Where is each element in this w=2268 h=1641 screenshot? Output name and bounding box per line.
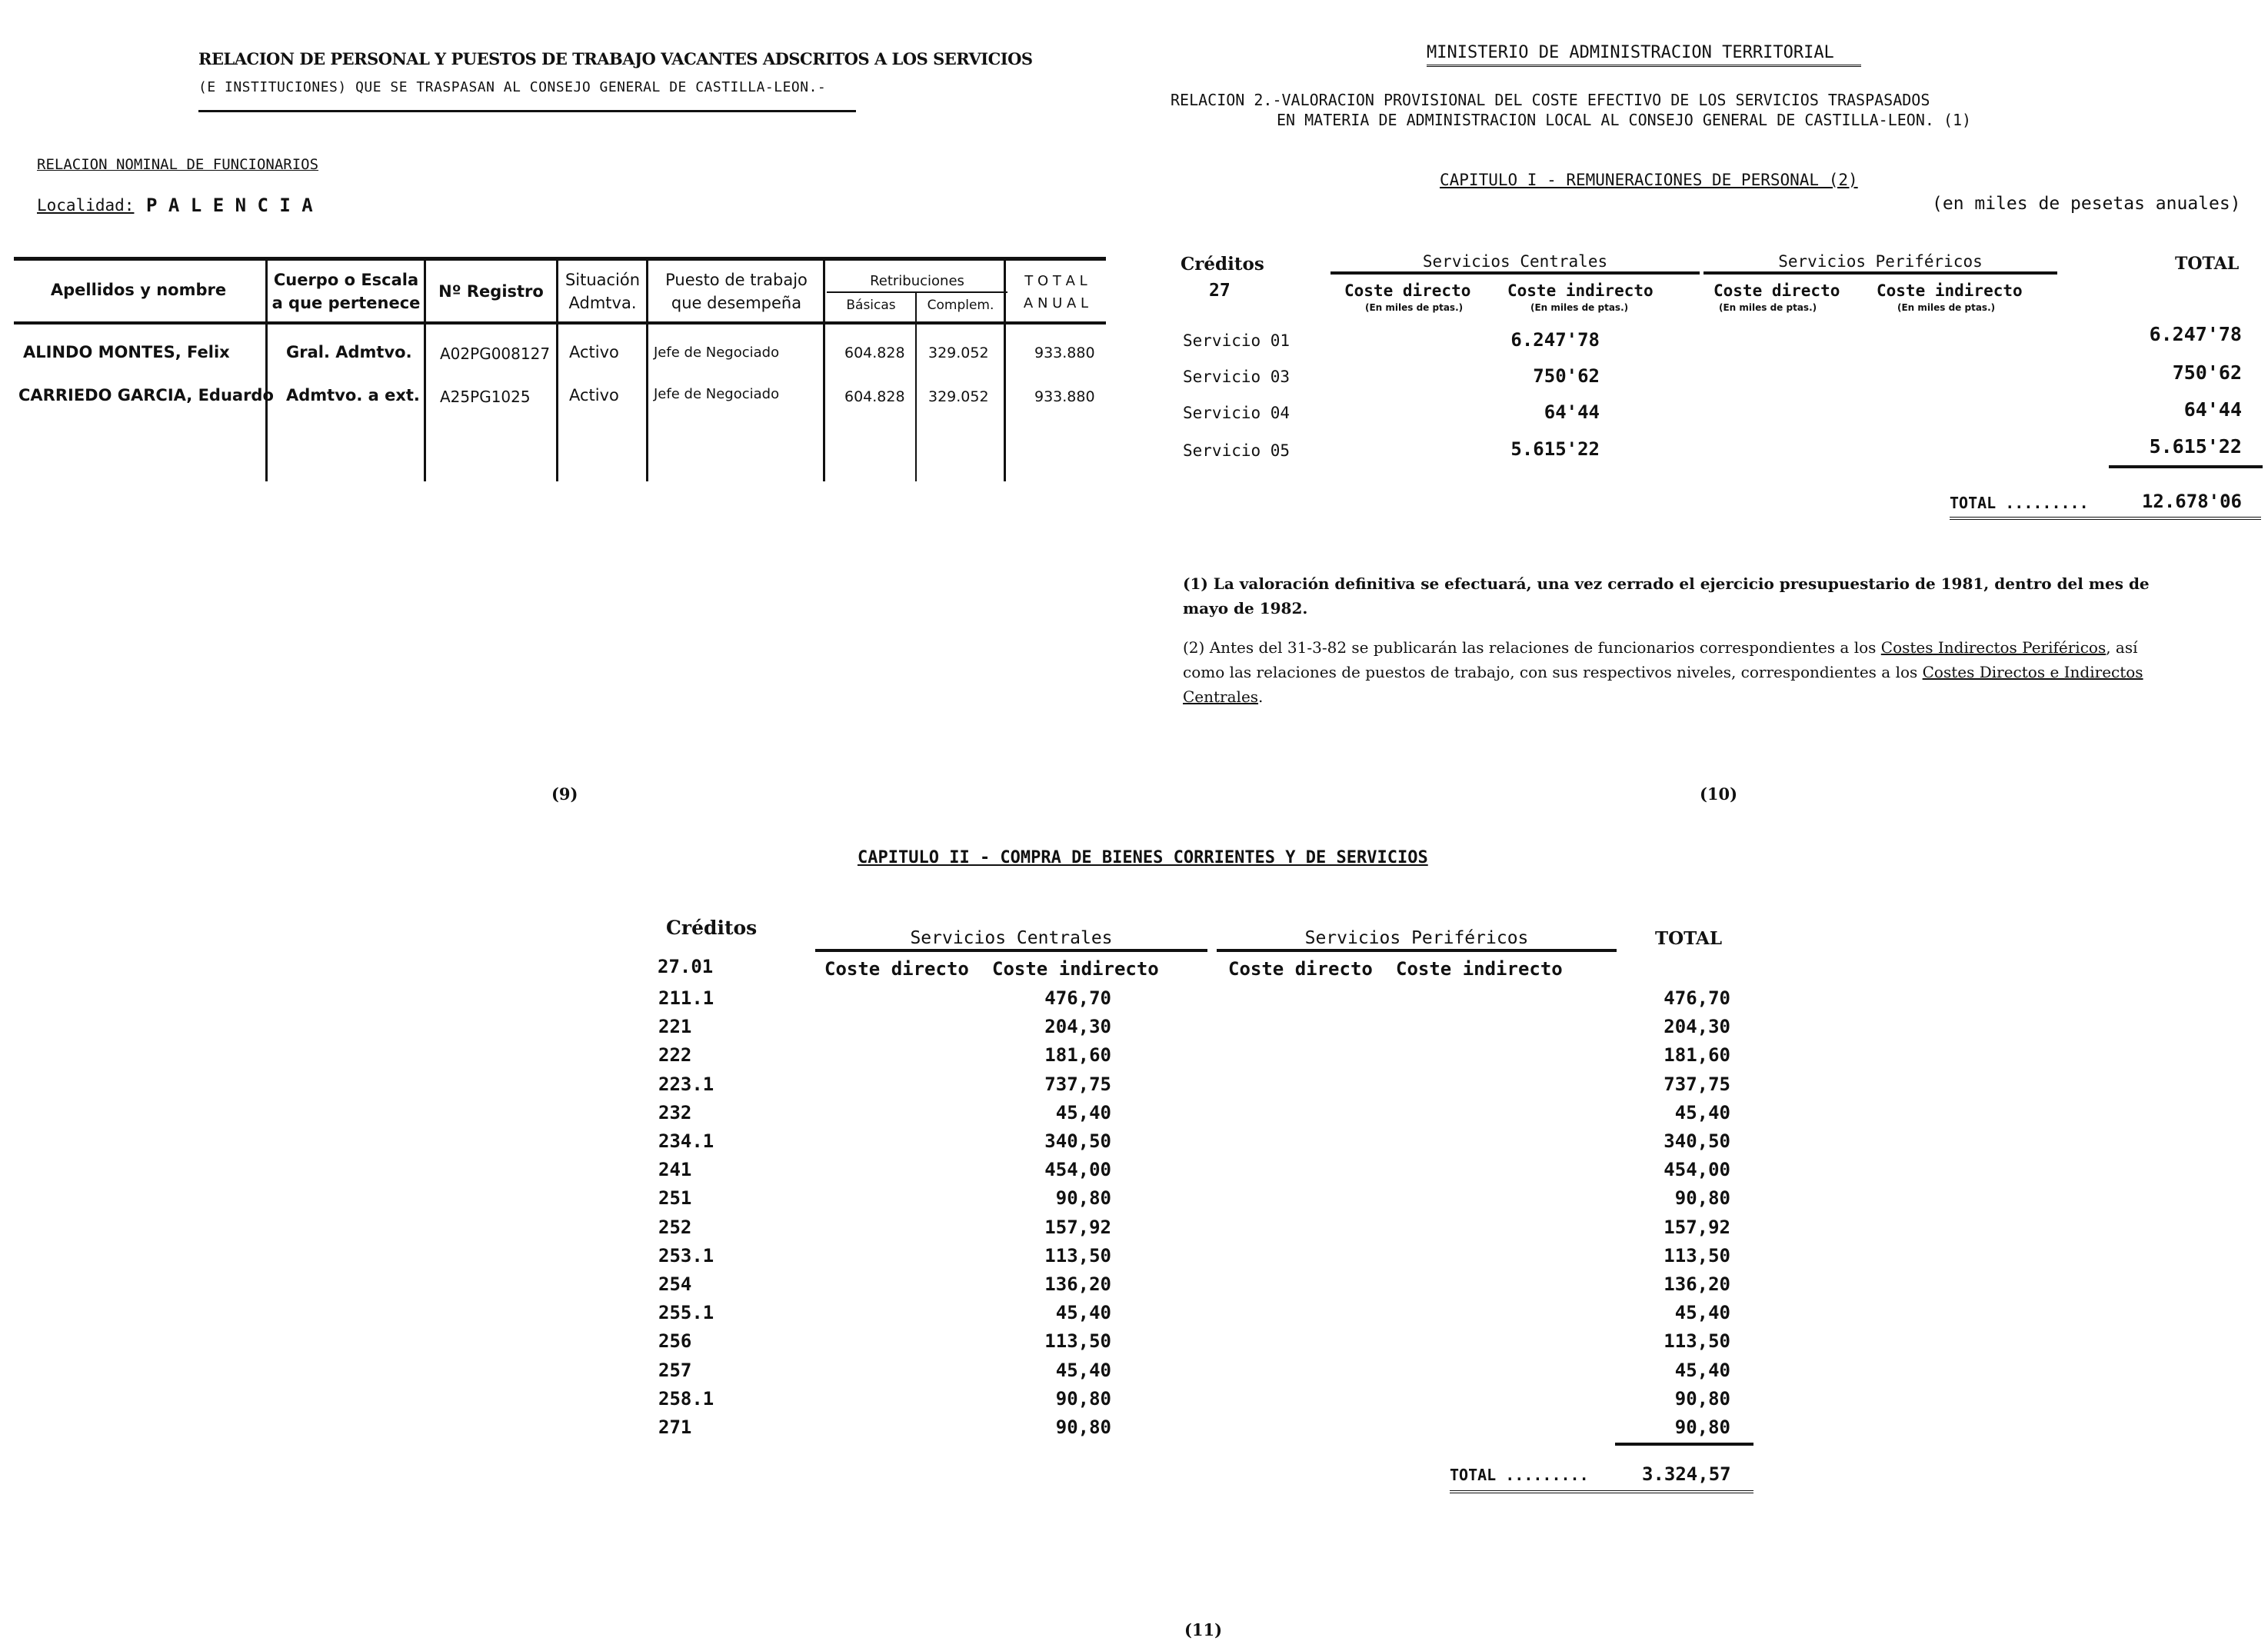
page11-row-total: 113,50 [1664, 1330, 1730, 1352]
page9-cell-name: CARRIEDO GARCIA, Eduardo [18, 386, 274, 404]
page9-header-total-2: A N U A L [1023, 295, 1089, 311]
page11-row-code: 234.1 [658, 1130, 714, 1152]
page11-row-code: 241 [658, 1159, 692, 1180]
page10-page-number: (10) [1700, 784, 1738, 804]
page9-cell-registro: A25PG1025 [440, 388, 531, 406]
page9-section: RELACION NOMINAL DE FUNCIONARIOS [37, 156, 319, 173]
page11-row-code: 252 [658, 1217, 692, 1238]
page11-row-indirecto: 90,80 [1055, 1388, 1111, 1410]
page10-row-indirecto: 6.247'78 [1510, 329, 1600, 351]
page11-total-label: TOTAL ......... [1450, 1466, 1589, 1484]
page10-header-en-miles: (En miles de ptas.) [1530, 302, 1629, 313]
page11-row-indirecto: 454,00 [1044, 1159, 1111, 1180]
page11-row-code: 232 [658, 1102, 692, 1123]
page9-cell-total: 933.880 [1034, 345, 1095, 361]
page9-cell-situacion: Activo [569, 343, 619, 361]
page9-header-puesto-2: que desempeña [671, 294, 802, 312]
page9-cell-basicas: 604.828 [844, 345, 905, 361]
page11-row-code: 251 [658, 1187, 692, 1209]
page11-row-indirecto: 90,80 [1055, 1187, 1111, 1209]
page11-row-total: 45,40 [1674, 1102, 1730, 1123]
page11-row-code: 253.1 [658, 1245, 714, 1267]
page11-row-indirecto: 340,50 [1044, 1130, 1111, 1152]
page11-row-code: 258.1 [658, 1388, 714, 1410]
page11-centrales-rule [815, 949, 1207, 952]
page9-cell-registro: A02PG008127 [440, 345, 551, 363]
page11-row-total: 90,80 [1674, 1187, 1730, 1209]
page10-total-rule [2109, 465, 2263, 468]
page9-cell-puesto: Jefe de Negociado [654, 345, 780, 361]
page11-row-code: 211.1 [658, 987, 714, 1009]
page9-col-divider [265, 258, 268, 481]
page11-row-total: 113,50 [1664, 1245, 1730, 1267]
page11-header-perifericos: Servicios Periféricos [1304, 928, 1529, 948]
page11-row-indirecto: 136,20 [1044, 1273, 1111, 1295]
page11-total-rule [1615, 1443, 1753, 1446]
page10-header-coste-directo-p: Coste directo [1713, 281, 1840, 300]
page10-row-total: 5.615'22 [2149, 435, 2242, 458]
page9-page-number: (9) [551, 784, 578, 804]
page11-header-creditos: Créditos [666, 917, 758, 939]
page10-note2-text: . [1258, 687, 1264, 706]
page10-header-perifericos: Servicios Periféricos [1778, 252, 1983, 271]
page10-ministry: MINISTERIO DE ADMINISTRACION TERRITORIAL [1427, 43, 1834, 62]
page11-header-centrales: Servicios Centrales [910, 928, 1113, 948]
page11-page-number: (11) [1184, 1620, 1223, 1639]
page11-perifericos-rule [1217, 949, 1617, 952]
page10-total-label: TOTAL ......... [1950, 494, 2089, 512]
page10-note2-link-centrales: Costes Directos e Indirectos Centrales [1183, 663, 2143, 706]
page11-row-total: 90,80 [1674, 1416, 1730, 1438]
page10-header-centrales: Servicios Centrales [1422, 252, 1608, 271]
page11-header-coste-directo-c: Coste directo [824, 958, 969, 980]
page10-row-total: 6.247'78 [2149, 323, 2242, 345]
page10-row-indirecto: 64'44 [1544, 401, 1600, 423]
page10-note2-text: , así como las relaciones de puestos de trabajo, con sus respectivos niveles, correspondientes a los [1183, 638, 2138, 681]
page10-relacion-line1: RELACION 2.-VALORACION PROVISIONAL DEL COSTE EFECTIVO DE LOS SERVICIOS TRASPASADOS [1171, 91, 1930, 109]
page9-header-complem: Complem. [927, 298, 994, 313]
page11-row-code: 271 [658, 1416, 692, 1438]
page9-header-situacion-2: Admtva. [568, 294, 637, 312]
page10-header-coste-indirecto-c: Coste indirecto [1507, 281, 1654, 300]
page10-header-en-miles: (En miles de ptas.) [1897, 302, 1996, 313]
page10-header-coste-indirecto-p: Coste indirecto [1877, 281, 2023, 300]
page10-row-indirecto: 750'62 [1533, 365, 1600, 387]
page10-note1: (1) La valoración definitiva se efectuará, una vez cerrado el ejercicio presupuestario de 1981, dentro del mes de mayo de 1982. [1183, 574, 2150, 617]
page11-row-indirecto: 113,50 [1044, 1245, 1111, 1267]
page11-row-code: 223.1 [658, 1073, 714, 1095]
page11-header-coste-indirecto-c: Coste indirecto [992, 958, 1159, 980]
page10-header-coste-directo-c: Coste directo [1344, 281, 1471, 300]
page10-row-label: Servicio 04 [1183, 404, 1291, 422]
page11-row-indirecto: 181,60 [1044, 1044, 1111, 1066]
page11-capitulo: CAPITULO II - COMPRA DE BIENES CORRIENTES Y DE SERVICIOS [858, 848, 1428, 867]
page11-header-coste-indirecto-p: Coste indirecto [1396, 958, 1563, 980]
page9-header-situacion-1: Situación [565, 271, 641, 289]
page9-cell-cuerpo: Admtvo. a ext. [286, 386, 420, 404]
page11-row-total: 454,00 [1664, 1159, 1730, 1180]
page11-row-total: 157,92 [1664, 1217, 1730, 1238]
page9-cell-total: 933.880 [1034, 388, 1095, 405]
page10-header-en-miles: (En miles de ptas.) [1719, 302, 1817, 313]
page10-row-label: Servicio 05 [1183, 441, 1291, 460]
page10-note2 [1183, 635, 2183, 709]
page9-header-cuerpo-1: Cuerpo o Escala [273, 271, 419, 289]
page11-row-indirecto: 737,75 [1044, 1073, 1111, 1095]
page9-header-cuerpo-2: a que pertenece [271, 294, 421, 312]
page9-cell-situacion: Activo [569, 386, 619, 404]
page11-row-indirecto: 90,80 [1055, 1416, 1111, 1438]
page11-row-code: 255.1 [658, 1302, 714, 1323]
page9-header-retribuciones: Retribuciones [870, 273, 964, 289]
page11-row-total: 181,60 [1664, 1044, 1730, 1066]
page9-locality-label: Localidad: [37, 196, 135, 215]
page10-header-en-miles: (En miles de ptas.) [1365, 302, 1464, 313]
page9-col-divider [823, 258, 825, 481]
page9-header-total-1: T O T A L [1024, 273, 1087, 289]
page10-note2-link-perifericos: Costes Indirectos Periféricos [1880, 638, 2106, 657]
page11-header-total: TOTAL [1655, 928, 1723, 949]
page9-locality-value: P A L E N C I A [146, 195, 313, 216]
page10-ministry-rule [1427, 65, 1861, 67]
page11-header-creditos-num: 27.01 [658, 956, 714, 977]
page10-note2-text: (2) Antes del 31-3-82 se publicarán las relaciones de funcionarios correspondientes a los [1183, 638, 1881, 657]
page9-header-name: Apellidos y nombre [50, 281, 227, 299]
page9-cell-name: ALINDO MONTES, Felix [23, 343, 230, 361]
page11-row-code: 257 [658, 1360, 692, 1381]
page11-row-total: 45,40 [1674, 1302, 1730, 1323]
page11-row-indirecto: 204,30 [1044, 1016, 1111, 1037]
page9-subtitle: (E INSTITUCIONES) QUE SE TRASPASAN AL CONSEJO GENERAL DE CASTILLA-LEON.- [198, 79, 827, 95]
page10-row-total: 64'44 [2183, 398, 2242, 421]
page10-row-label: Servicio 03 [1183, 368, 1291, 386]
page11-row-total: 136,20 [1664, 1273, 1730, 1295]
page9-title-rule [198, 110, 856, 112]
page9-cell-complem: 329.052 [928, 345, 989, 361]
page9-cell-cuerpo: Gral. Admtvo. [286, 343, 412, 361]
page10-row-label: Servicio 01 [1183, 331, 1291, 350]
page11-header-coste-directo-p: Coste directo [1228, 958, 1373, 980]
page10-units: (en miles de pesetas anuales) [1932, 194, 2241, 214]
page11-total-value: 3.324,57 [1642, 1463, 1731, 1485]
page9-header-basicas: Básicas [846, 298, 896, 313]
page10-header-creditos-num: 27 [1209, 281, 1231, 301]
page10-perifericos-rule [1703, 271, 2057, 275]
page9-table-top-rule [14, 257, 1106, 261]
page10-centrales-rule [1330, 271, 1700, 275]
page9-cell-complem: 329.052 [928, 388, 989, 405]
page11-row-total: 90,80 [1674, 1388, 1730, 1410]
page11-row-total: 340,50 [1664, 1130, 1730, 1152]
page11-row-total: 476,70 [1664, 987, 1730, 1009]
page10-header-creditos: Créditos [1181, 254, 1264, 275]
page11-row-indirecto: 45,40 [1055, 1302, 1111, 1323]
page9-header-registro: Nº Registro [438, 282, 544, 301]
page11-row-code: 254 [658, 1273, 692, 1295]
page10-total-double-rule [1950, 517, 2261, 520]
page11-row-indirecto: 157,92 [1044, 1217, 1111, 1238]
page9-header-puesto-1: Puesto de trabajo [665, 271, 808, 289]
page11-row-total: 45,40 [1674, 1360, 1730, 1381]
page9-cell-puesto: Jefe de Negociado [654, 386, 780, 402]
page11-row-indirecto: 476,70 [1044, 987, 1111, 1009]
page11-row-code: 256 [658, 1330, 692, 1352]
page10-row-total: 750'62 [2172, 361, 2242, 384]
page9-title: RELACION DE PERSONAL Y PUESTOS DE TRABAJO VACANTES ADSCRITOS A LOS SERVICIOS [198, 49, 1033, 68]
page9-table-header-rule [14, 321, 1106, 325]
page11-row-total: 204,30 [1664, 1016, 1730, 1037]
page9-col-divider [424, 258, 426, 481]
page9-col-divider [915, 292, 917, 481]
page10-total-value: 12.678'06 [2141, 491, 2242, 512]
page10-capitulo: CAPITULO I - REMUNERACIONES DE PERSONAL (2) [1440, 171, 1858, 189]
page11-row-code: 222 [658, 1044, 692, 1066]
page11-row-indirecto: 45,40 [1055, 1360, 1111, 1381]
page11-row-total: 737,75 [1664, 1073, 1730, 1095]
page11-total-double-rule [1450, 1490, 1753, 1493]
page11-row-indirecto: 113,50 [1044, 1330, 1111, 1352]
page11-row-indirecto: 45,40 [1055, 1102, 1111, 1123]
page10-header-total: TOTAL [2175, 254, 2240, 274]
page9-cell-basicas: 604.828 [844, 388, 905, 405]
page10-relacion-line2: EN MATERIA DE ADMINISTRACION LOCAL AL CONSEJO GENERAL DE CASTILLA-LEON. (1) [1277, 111, 1972, 129]
page11-row-code: 221 [658, 1016, 692, 1037]
page10-row-indirecto: 5.615'22 [1510, 438, 1600, 460]
